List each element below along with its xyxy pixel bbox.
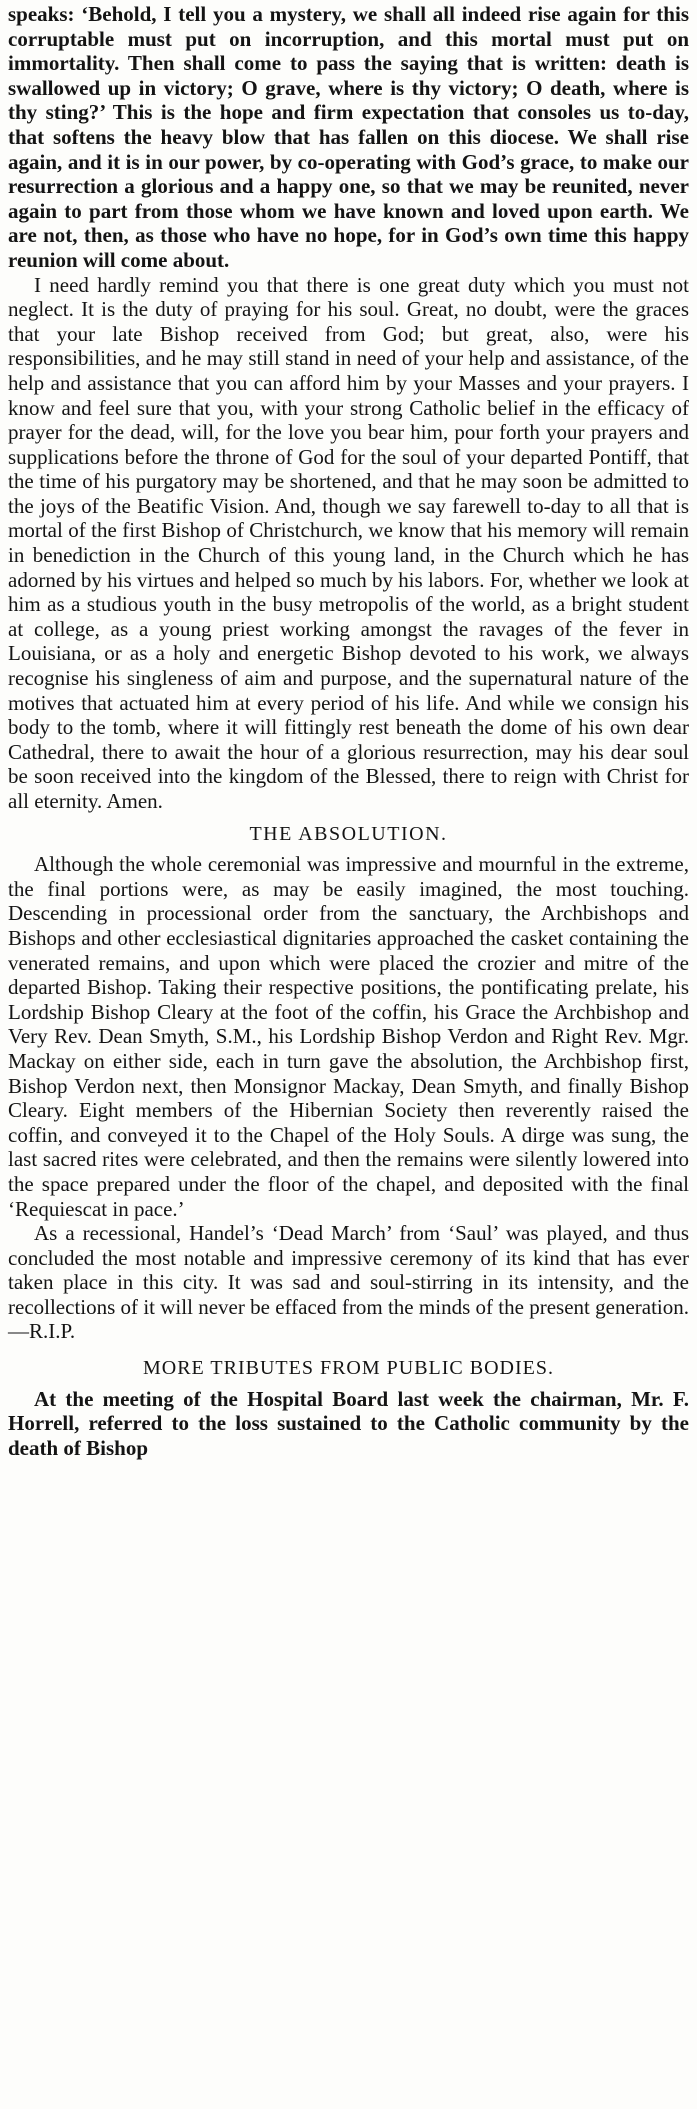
tributes-paragraph-hospital-board: At the meeting of the Hospital Board last week the chairman, Mr. F. Horrell, referred to the loss sustained to the Catholic community by the death of Bishop	[8, 1386, 689, 1460]
sermon-paragraph-resurrection: speaks: ‘Behold, I tell you a mystery, we shall all indeed rise again for this corruptable must put on incorruption, and this mortal must put on immortality. Then shall come to pass the saying that is written: death is swallowed up in victory; O grave, where is thy victory; O death, where is thy sting?’ This is the hope and firm expectation that consoles us to-day, that softens the heavy blow that has fallen on this diocese. We shall rise again, and it is in our power, by co-operating with God’s grace, to make our resurrection a glorious and a happy one, so that we may be reunited, never again to part from those whom we have known and loved upon earth. We are not, then, as those who have no hope, for in God’s own time this happy reunion will come about.	[8, 2, 689, 272]
section-heading-tributes: MORE TRIBUTES FROM PUBLIC BODIES.	[142, 1357, 555, 1380]
sermon-paragraph-prayer: I need hardly remind you that there is one great duty which you must not neglect. It is the duty of praying for his soul. Great, no doubt, were the graces that your late Bishop received from God; but great, also, were his responsibilities, and he may still stand in need of your help and assistance, of the help and assistance that you can afford him by your Masses and your prayers. I know and feel sure that you, with your strong Catholic belief in the efficacy of prayer for the dead, will, for the love you bear him, pour forth your prayers and supplications before the throne of God for the soul of your departed Pontiff, that the time of his purgatory may be shortened, and that he may soon be admitted to the joys of the Beatific Vision. And, though we say farewell to-day to all that is mortal of the first Bishop of Christchurch, we know that his memory will remain in benediction in the Church of this young land, in the Church which he has adorned by his virtues and helped so much by his labors. For, whether we look at him as a studious youth in the busy metropolis of the world, as a bright student at college, as a young priest working amongst the ravages of the fever in Louisiana, or as a holy and energetic Bishop devoted to his work, we always recognise his singleness of aim and purpose, and the supernatural nature of the motives that actuated him at every period of his life. And while we consign his body to the tomb, where it will fittingly rest beneath the dome of his own dear Cathedral, there to await the hour of a glorious resurrection, may his dear soul be soon received into the kingdom of the Blessed, there to reign with Christ for all eternity. Amen.	[8, 272, 689, 813]
absolution-paragraph-ceremony: Although the whole ceremonial was impressive and mournful in the extreme, the final portions were, as may be easily imagined, the most touching. Descending in processional order from the sanctuary, the Archbishops and Bishops and other ecclesiastical dignitaries approached the casket containing the venerated remains, and upon which were placed the crozier and mitre of the departed Bishop. Taking their respective positions, the pontificating prelate, his Lordship Bishop Cleary at the foot of the coffin, his Grace the Archbishop and Very Rev. Dean Smyth, S.M., his Lordship Bishop Verdon and Right Rev. Mgr. Mackay on either side, each in turn gave the absolution, the Archbishop first, Bishop Verdon next, then Monsignor Mackay, Dean Smyth, and finally Bishop Cleary. Eight members of the Hibernian Society then reverently raised the coffin, and conveyed it to the Chapel of the Holy Souls. A dirge was sung, the last sacred rites were celebrated, and then the remains were silently lowered into the space prepared under the floor of the chapel, and deposited with the final ‘Requiescat in pace.’	[8, 852, 689, 1221]
absolution-paragraph-recessional: As a recessional, Handel’s ‘Dead March’ from ‘Saul’ was played, and thus concluded the most notable and impressive ceremony of its kind that has ever taken place in this city. It was sad and soul-stirring in its intensity, and the recollections of it will never be effaced from the minds of the present generation.—R.I.P.	[8, 1221, 689, 1344]
section-heading-absolution: THE ABSOLUTION.	[249, 822, 448, 845]
